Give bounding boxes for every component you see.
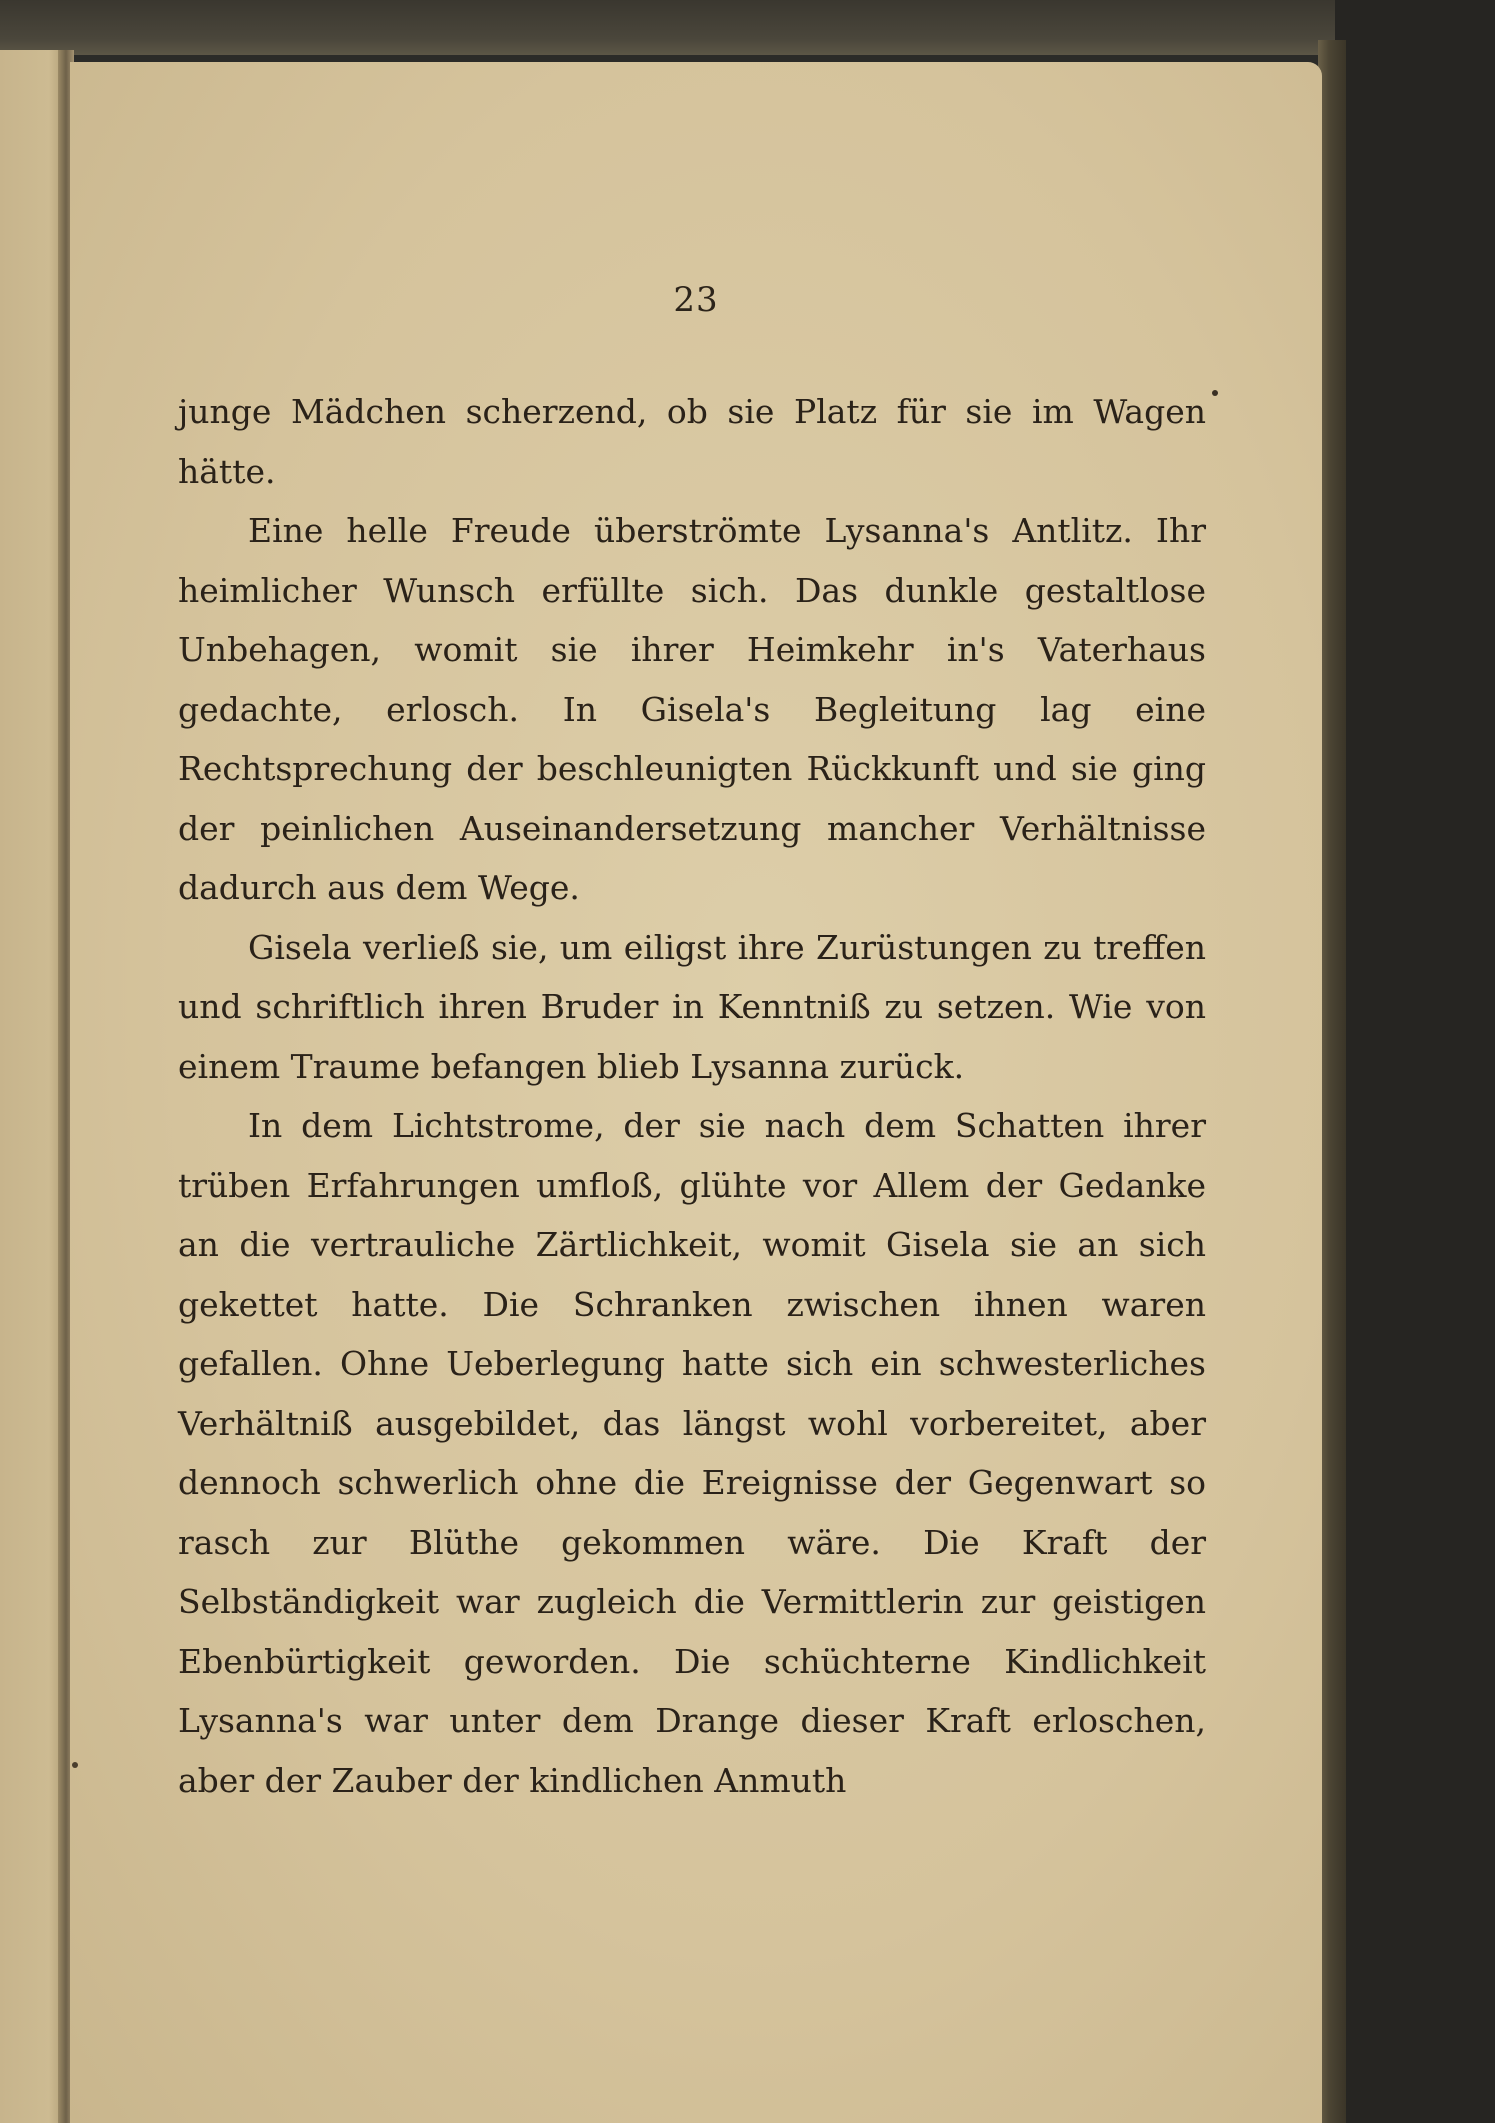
paragraph: In dem Lichtstrome, der sie nach dem Schatten ihrer trüben Erfahrungen umfloß, glühte vor Allem der Gedanke an die vertrauliche Zärtlichkeit, womit Gisela sie an sich gekettet hatte. Die Schranken zwischen ihnen waren gefallen. Ohne Ueberlegung hatte sich ein schwesterliches Verhältniß ausgebildet, das längst wohl vorbereitet, aber dennoch schwerlich ohne die Ereignisse der Gegenwart so rasch zur Blüthe gekommen wäre. Die Kraft der Selbständigkeit war zugleich die Vermittlerin zur geistigen Ebenbürtigkeit geworden. Die schüchterne Kindlichkeit Lysanna's war unter dem Drange dieser Kraft erloschen, aber der Zauber der kindlichen Anmuth [178,1106,1206,1800]
paper-speck [72,1762,78,1768]
paragraph: junge Mädchen scherzend, ob sie Platz für sie im Wagen hätte. [178,392,1206,491]
scan-background [1335,0,1495,2123]
book-cover-edge [1318,40,1346,2123]
book-page [70,62,1322,2123]
page-body [178,382,1206,1810]
book-top-edge [0,0,1495,55]
paragraph: Eine helle Freude überströmte Lysanna's Antlitz. Ihr heimlicher Wunsch erfüllte sich. Das dunkle gestaltlose Unbehagen, womit sie ihrer Heimkehr in's Vaterhaus gedachte, erlosch. In Gisela's Begleitung lag eine Rechtsprechung der beschleunigten Rückkunft und sie ging der peinlichen Auseinandersetzung mancher Verhältnisse dadurch aus dem Wege. [178,511,1206,907]
paper-speck [1212,390,1218,396]
page-number: 23 [673,280,719,320]
paragraph: Gisela verließ sie, um eiligst ihre Zurüstungen zu treffen und schriftlich ihren Bruder in Kenntniß zu setzen. Wie von einem Traume befangen blieb Lysanna zurück. [178,927,1206,1086]
